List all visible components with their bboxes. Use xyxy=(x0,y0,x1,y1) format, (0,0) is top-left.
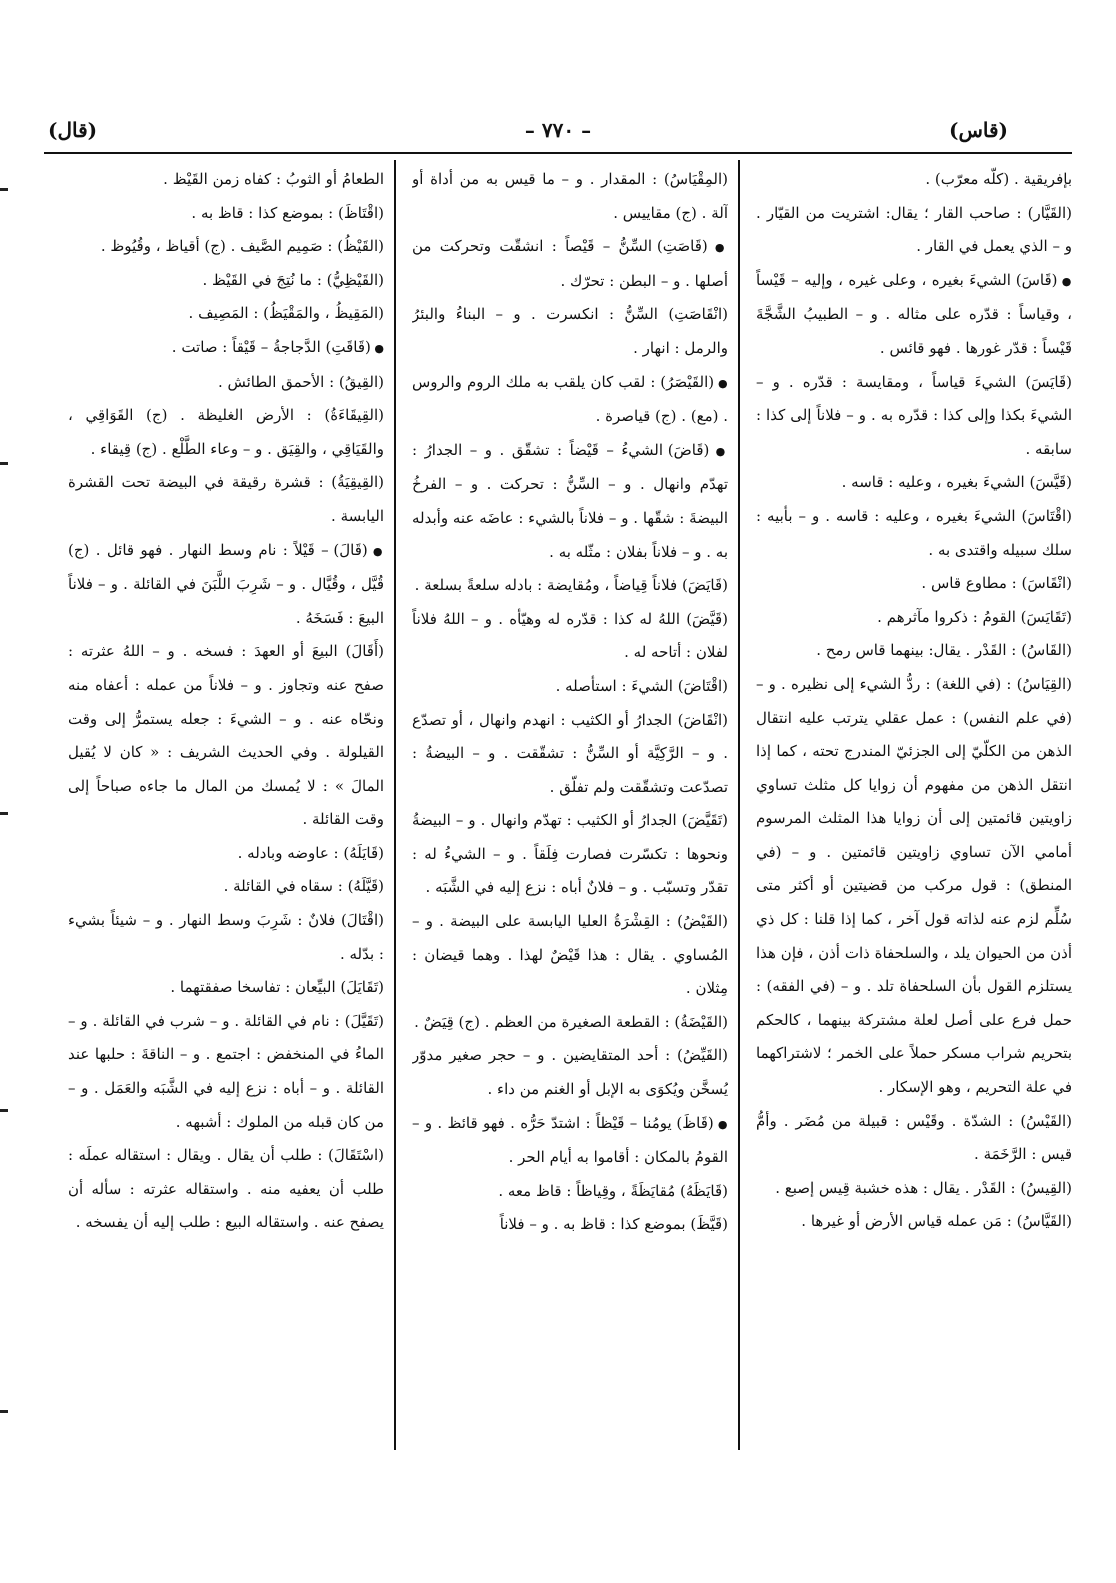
dictionary-entry: (القَيْسُ) : الشدّة . وقَيْس : قبيلة من مُضَر . وأمُّ قيس : الرَّخَمَة . xyxy=(756,1111,1072,1164)
dictionary-entry: (قَيَّظَ) بموضع كذا : قاظ به . و – فلاناً xyxy=(499,1215,728,1234)
header-rule xyxy=(44,152,1072,154)
dictionary-entry: (المِقْيَاسُ) : المقدار . و – ما قيس به من أداة أو آلة . (ج) مقاييس . xyxy=(412,170,728,222)
edge-mark xyxy=(0,812,8,815)
dictionary-entry: الطعامُ أو الثوبُ : كفاه زمن القَيْظ . xyxy=(163,170,384,188)
dictionary-entry: (تَقَيَّضَ) الجدارُ أو الكثيب : تهدّم وانهال . و – البيضةُ ونحوها : تكسّرت فصارت فِلَقاً . و – الشيءُ له : تقدّر وتسبّب . و – فلانٌ أباه : نزع إليه في الشَّبَه . xyxy=(412,811,728,897)
dictionary-entry: ● (قَاظَ) يومُنا – قَيْظاً : اشتدّ حَرُّه . فهو قائظ . و – القومُ بالمكان : أقاموا به أيام الحر . xyxy=(412,1107,728,1175)
dictionary-entry: (القَاسُ) : القَدْر . يقال: بينهما قاس رمح . xyxy=(816,641,1072,660)
dictionary-entry: (القِيسُ) : القَدْر . يقال : هذه خشبة قِيس إصبع . xyxy=(775,1178,1072,1197)
dictionary-entry: (قَايَضَ) فلاناً قِياضاً ، ومُقايضة : بادله سلعةً بسلعة . xyxy=(414,576,728,595)
edge-mark xyxy=(0,462,8,465)
page-number: – ٧٧٠ – xyxy=(524,118,592,142)
dictionary-entry: (اقْتَاظَ) : بموضع كذا : قاظ به . xyxy=(191,203,384,222)
column-divider xyxy=(394,160,396,1450)
dictionary-entry: (اسْتَقَالَ) : طلب أن يقال . ويقال : استقاله عملَه : طلب أن يعفيه منه . واستقاله عثرته : سأله أن يصفح عنه . واستقاله البيع : طلب إليه أن يفسخه . xyxy=(68,1146,384,1232)
dictionary-entry: (انْقَاضَ) الجدارُ أو الكثيب : انهدم وانهال ، أو تصدّع . و – الرَّكِيَّة أو السِّنُّ : تشقّقت . و – البيضةُ : تصدّعت وتشقّقت ولم تفلّق . xyxy=(412,710,728,796)
column-middle xyxy=(412,163,728,1438)
dictionary-entry: (قَيَّضَ) اللهُ له كذا : قدّره له وهيّأه . و – اللهُ فلاناً لفلان : أتاحه له . xyxy=(412,609,728,662)
dictionary-entry: (القِيَاسُ) : (في اللغة) : ردُّ الشيء إلى نظيره . و – (في علم النفس) : عمل عقلي يترتب عليه انتقال الذهن من الكلّيّ إلى الجزئيّ المندرج تحته ، كما إذا انتقل الذهن من مفهوم أن زوايا كل مثلث تساوي زاويتين قائمتين إلى أن زوايا هذا المثلث المرسوم أمامي الآن تساوي زاويتين قائمتين . و – (في المنطق) : قول مركب من قضيتين أو أكثر متى سُلِّم لزم عنه لذاته قول آخر ، كما إذا قلنا : كل ذي أذن من الحيوان يلد ، والسلحفاة ذات أذن ، فإن هذا يستلزم القول بأن السلحفاة تلد . و – (في الفقه) : حمل فرع على أصل لعلة مشتركة بينهما ، كالحكم بتحريم شراب مسكر حملاً على الخمر ؛ لاشتراكهما في علة التحريم ، وهو الإسكار . xyxy=(756,674,1072,1097)
dictionary-entry: (انْقَاسَ) : مطاوع قاس . xyxy=(921,574,1072,593)
dictionary-entry: (القَيْظُ) : صَمِيم الصَّيف . (ج) أقياظ ، وقُيُوظ . xyxy=(100,237,384,256)
dictionary-entry: بإفريقية . (كلّه معرّب) . xyxy=(925,170,1072,188)
dictionary-entry: (القِيقُ) : الأحمق الطائش . xyxy=(217,372,384,391)
dictionary-entry: (اقْتَاسَ) الشيءَ بغيره ، وعليه : قاسه . و – بأبيه : سلك سبيله واقتدى به . xyxy=(756,506,1072,559)
edge-mark xyxy=(0,188,8,191)
edge-mark xyxy=(0,1109,8,1112)
dictionary-entry: (تَقَايَسَ) القومُ : ذكروا مآثرهم . xyxy=(877,607,1072,626)
dictionary-entry: (اقْتَاضَ) الشيءَ : استأصله . xyxy=(555,676,728,695)
dictionary-entry: (قَايَظَهُ) مُقايَظَةً ، وقِياظاً : قاظ معه . xyxy=(498,1181,728,1200)
dictionary-entry: ● (قَاضَ) الشيءُ – قَيْضاً : تشقّق . و – الجدارُ : تهدّم وانهال . و – السِّنُّ : تحركت . و – الفرخُ البيضةَ : شقّها . و – فلاناً بالشيء : عاضَه عنه وأبدله به . و – فلاناً بفلان : مثّله به . xyxy=(412,434,728,569)
dictionary-entry: ● (قَاقَتِ) الدَّجاجةُ – قَيْقاً : صاتت . xyxy=(68,331,384,366)
dictionary-entry: (قَايَسَ) الشيءَ قياساً ، ومقايسة : قدّره . و – الشيءَ بكذا وإلى كذا : قدّره به . و – فلاناً إلى كذا : سابقه . xyxy=(756,372,1072,458)
dictionary-entry: (قَيَّلَهُ) : سقاه في القائلة . xyxy=(223,877,384,896)
running-head-right: (قاس) xyxy=(949,118,1008,142)
dictionary-entry: (القَيْظِيُّ) : ما نُتِجَ في القَيْظ . xyxy=(202,270,384,289)
dictionary-entry: (القِيقِيَةُ) : قشرة رقيقة في البيضة تحت القشرة اليابسة . xyxy=(68,473,384,525)
dictionary-entry: (القَيْضُ) : القِشْرَةُ العليا اليابسة على البيضة . و – المُساوي . يقال : هذا قَيْضٌ لهذا . وهما قيضان : مِثلان . xyxy=(412,912,728,998)
dictionary-entry: (القِيقَاءَةُ) : الأرض الغليظة . (ج) القَوَاقِي ، والقَيَاقِي ، والقِيَق . و – وعاء الطَّلْع . (ج) قِيقاء . xyxy=(68,406,384,458)
column-left xyxy=(68,163,384,1438)
dictionary-entry: (أَقَالَ) البيعَ أو العهدَ : فسخه . و – اللهُ عثرته : صفح عنه وتجاوز . و – فلاناً من عمله : أعفاه منه ونحّاه عنه . و – الشيءَ : جعله يستمرُّ إلى وقت القيلولة . وفي الحديث الشريف : « كان لا يُقيل المالَ » : لا يُمسك من المال ما جاءه صباحاً إلى وقت القائلة . xyxy=(68,642,384,829)
dictionary-entry: (تَقَايَلَ) البيِّعان : تفاسخا صفقتهما . xyxy=(170,978,384,997)
edge-mark xyxy=(0,1410,8,1413)
dictionary-entry: ● (قَالَ) – قَيْلاً : نام وسط النهار . فهو قائل . (ج) قُيَّل ، وقُيَّال . و – شَرِبَ اللَّبَنَ في القائلة . و – فلاناً البيعَ : فَسَخَهُ . xyxy=(68,534,384,636)
dictionary-entry: (انْقَاصَتِ) السِّنُّ : انكسرت . و – البناءُ والبئرُ والرمل : انهار . xyxy=(412,305,728,357)
dictionary-entry: (القَيَّاسُ) : مَن عمله قياس الأرض أو غيرها . xyxy=(801,1212,1072,1231)
running-head-left: (قال) xyxy=(48,118,98,142)
column-divider xyxy=(738,160,740,1450)
dictionary-entry: ● (قَاسَ) الشيءَ بغيره ، وعلى غيره ، وإليه – قَيْساً ، وقياساً : قدّره على مثاله . و – الطبيبُ الشَّجَّةَ قَيْساً : قدّر غورها . فهو قائس . xyxy=(756,264,1072,366)
dictionary-entry: (قَيَّسَ) الشيءَ بغيره ، وعليه : قاسه . xyxy=(841,473,1072,492)
dictionary-entry: (القَيْضَةُ) : القطعة الصغيرة من العظم . (ج) قِيَضٌ . xyxy=(414,1012,728,1031)
dictionary-entry: (القَيَّار) : صاحب القار ؛ يقال: اشتريت من القيّار . و – الذي يعمل في القار . xyxy=(756,203,1072,256)
dictionary-entry: ● (قَاصَتِ) السِّنُّ – قَيْصاً : انشقّت وتحركت من أصلها . و – البطن : تحرّك . xyxy=(412,230,728,298)
dictionary-entry: (قَايَلَهُ) : عاوضه وبادله . xyxy=(237,843,384,862)
dictionary-entry: (اقْتَالَ) فلانٌ : شَرِبَ وسط النهار . و – شيئاً بشيء : بدّله . xyxy=(68,911,384,963)
dictionary-entry: (تَقَيَّلَ) : نام في القائلة . و – شرب في القائلة . و – الماءُ في المنخفض : اجتمع . و – الناقةَ : حلبها عند القائلة . و – أباه : نزع إليه في الشَّبَه والعَمَل . و – من كان قبله من الملوك : أشبهه . xyxy=(68,1011,384,1131)
column-right xyxy=(756,163,1072,1438)
dictionary-entry: ● (القَيْصَرُ) : لقب كان يلقب به ملك الروم والروس . (مع) . (ج) قياصرة . xyxy=(412,366,728,434)
dictionary-entry: (المَقِيظُ ، والمَقْيَظُ) : المَصِيف . xyxy=(188,304,384,323)
dictionary-entry: (القَيِّضُ) : أحد المتقايضين . و – حجر صغير مدوّر يُسخَّن ويُكوَى به الإبل أو الغنم من داء . xyxy=(412,1046,728,1099)
